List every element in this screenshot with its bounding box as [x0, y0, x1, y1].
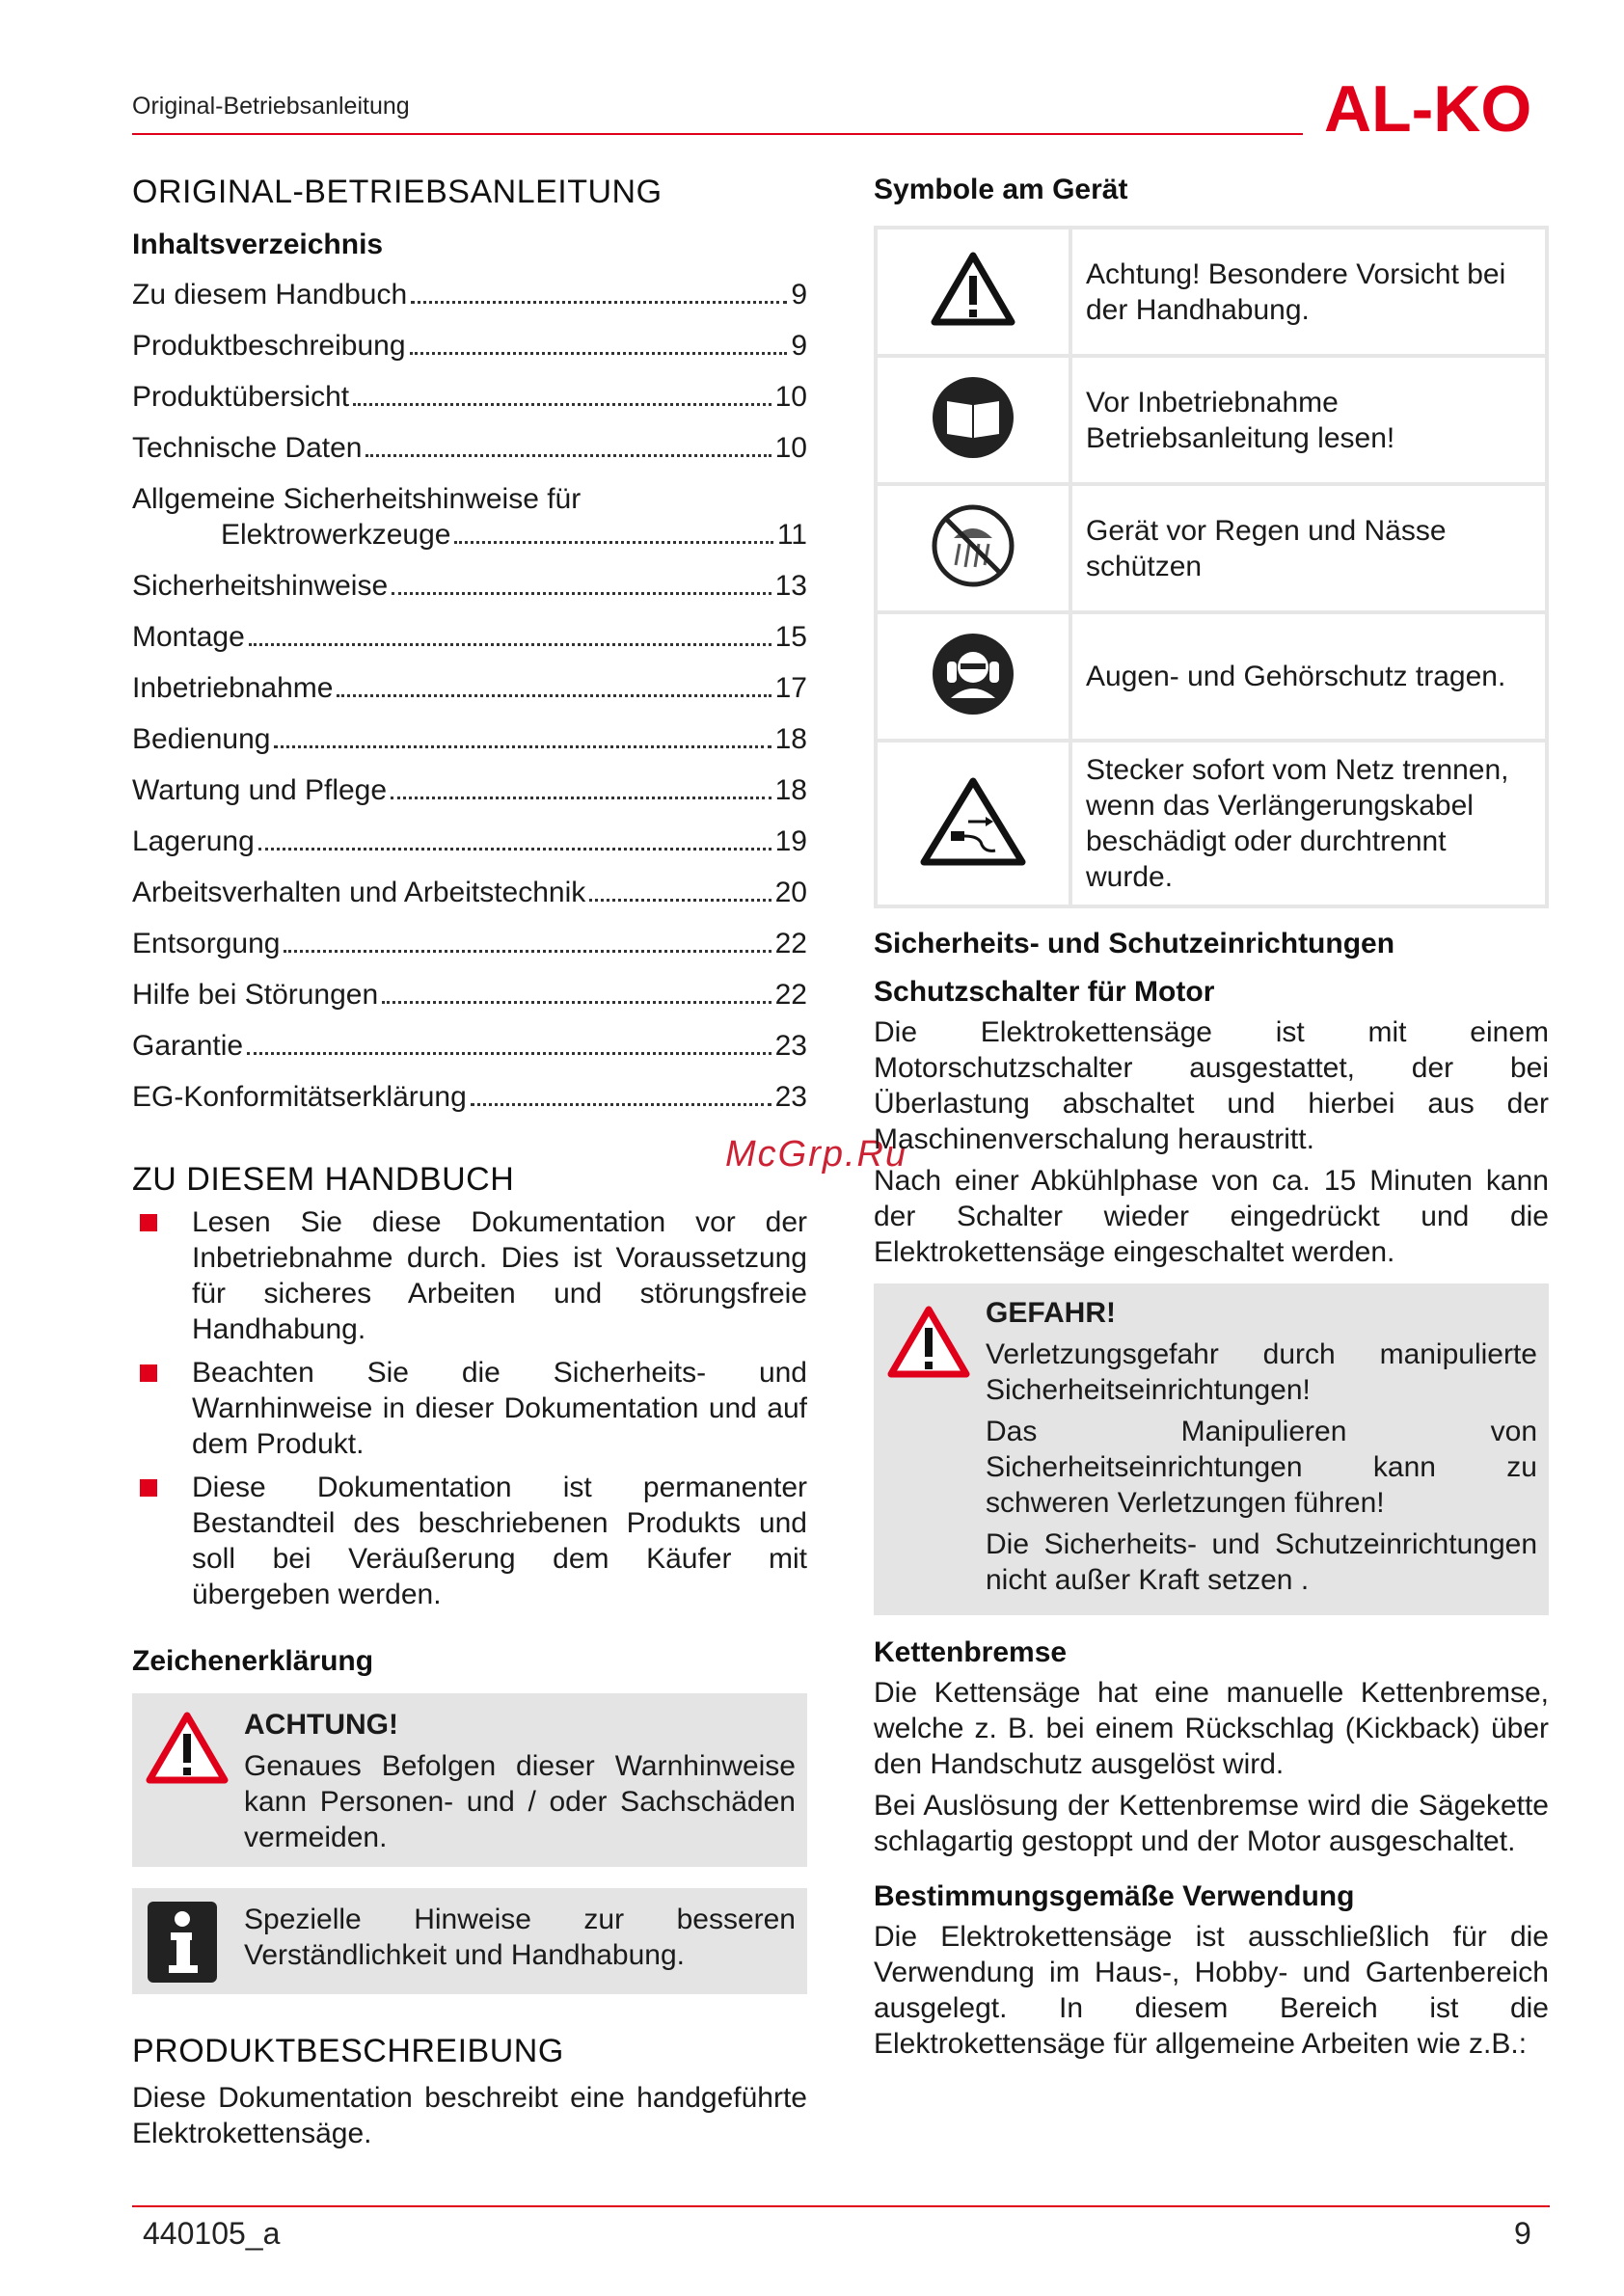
toc-entry[interactable]: Hilfe bei Störungen 22 [132, 979, 807, 1011]
toc-entry[interactable]: Arbeitsverhalten und Arbeitstechnik 20 [132, 877, 807, 908]
right-column [874, 174, 1549, 2062]
table-row [876, 484, 1547, 612]
gefahr-box [874, 1283, 1549, 1615]
left-column [132, 170, 807, 2151]
table-row [876, 228, 1547, 356]
toc-entry[interactable]: Produktübersicht 10 [132, 381, 807, 413]
gefahr-text-2: Das Manipulieren von Sicherheitseinrichtungen kann zu schweren Verletzungen führen! [986, 1416, 1537, 1519]
document-code: 440105_a [143, 2216, 281, 2251]
warning-triangle-icon [930, 315, 1016, 332]
info-icon [146, 1900, 219, 1989]
bestimmung-text: Die Elektrokettensäge ist ausschließlich für die Verwendung im Haus-, Hobby- und Gartenbereich ausgelegt. In diesem Bereich ist die Elektrokettensäge für allgemeine Arbeiten wie z.B.: [874, 1921, 1549, 2060]
toc-entry[interactable]: Entsorgung 22 [132, 928, 807, 959]
toc-entry[interactable]: Technische Daten 10 [132, 432, 807, 464]
toc-entry[interactable]: Allgemeine Sicherheitshinweise für Elektrowerkzeuge 11 [132, 483, 807, 551]
toc-entry[interactable]: Inbetriebnahme 17 [132, 672, 807, 704]
symbol-text: Vor Inbetriebnahme Betriebsanleitung lesen! [1070, 356, 1547, 484]
list-item: Diese Dokumentation ist permanenter Bestandteil des beschriebenen Produkts und soll bei Veräußerung dem Käufer mit übergeben werden. [132, 1470, 807, 1612]
toc-entry[interactable]: Sicherheitshinweise 13 [132, 570, 807, 602]
logo-text: AL-KO [1324, 73, 1532, 141]
read-manual-icon [930, 448, 1016, 465]
bestimmung-title: Bestimmungsgemäße Verwendung [874, 1880, 1355, 1912]
schutz-text-2: Nach einer Abkühlphase von ca. 15 Minuten kann der Schalter wieder eingedrückt und die Elektrokettensäge eingeschaltet werden. [874, 1165, 1549, 1268]
toc-entry[interactable]: Produktbeschreibung 9 [132, 330, 807, 362]
symbol-text: Achtung! Besondere Vorsicht bei der Handhabung. [1070, 228, 1547, 356]
toc-entry[interactable]: Bedienung 18 [132, 723, 807, 755]
warning-triangle-icon [146, 1711, 229, 1791]
gefahr-text-3: Die Sicherheits- und Schutzeinrichtungen nicht außer Kraft setzen . [986, 1528, 1537, 1596]
toc-entry[interactable]: Zu diesem Handbuch 9 [132, 279, 807, 311]
toc-title: Inhaltsverzeichnis [132, 229, 384, 260]
info-box [132, 1888, 807, 1994]
footer-rule [132, 2205, 1550, 2207]
achtung-text: Genaues Befolgen dieser Warnhinweise kann Personen- und / oder Sachschäden vermeiden. [244, 1750, 796, 1853]
symbol-text: Stecker sofort vom Netz trennen, wenn das Verlängerungskabel beschädigt oder durchtrennt wurde. [1070, 741, 1547, 906]
alko-logo [1324, 73, 1556, 141]
header-rule [132, 133, 1303, 135]
page-number: 9 [1514, 2216, 1531, 2251]
symbol-text: Gerät vor Regen und Nässe schützen [1070, 484, 1547, 612]
main-title: ORIGINAL-BETRIEBSANLEITUNG [132, 174, 663, 210]
header-title: Original-Betriebsanleitung [132, 93, 410, 120]
toc-entry[interactable]: Wartung und Pflege 18 [132, 774, 807, 806]
table-row [876, 612, 1547, 741]
toc-entry[interactable]: Montage 15 [132, 621, 807, 653]
ketten-text-2: Bei Auslösung der Kettenbremse wird die Sägekette schlagartig gestoppt und der Motor ausgeschaltet. [874, 1790, 1549, 1857]
info-text: Spezielle Hinweise zur besseren Verständlichkeit und Handhabung. [244, 1904, 796, 1971]
symbol-text: Augen- und Gehörschutz tragen. [1070, 612, 1547, 741]
gefahr-text-1: Verletzungsgefahr durch manipulierte Sicherheitseinrichtungen! [986, 1338, 1537, 1406]
schutz-title: Schutzschalter für Motor [874, 976, 1215, 1008]
no-rain-icon [929, 578, 1017, 594]
achtung-title: ACHTUNG! [244, 1709, 398, 1741]
symbol-table [874, 226, 1549, 908]
symbole-title: Symbole am Gerät [874, 174, 1128, 205]
schutz-text-1: Die Elektrokettensäge ist mit einem Motorschutzschalter ausgestattet, der bei Überlastung abschaltet und hierbei aus der Maschinenverschalung heraustritt. [874, 1016, 1549, 1155]
table-row [876, 356, 1547, 484]
ketten-text-1: Die Kettensäge hat eine manuelle Kettenbremse, welche z. B. bei einem Rückschlag (Kickback) über den Handschutz ausgelöst wird. [874, 1677, 1549, 1780]
sicherheit-title: Sicherheits- und Schutzeinrichtungen [874, 928, 1395, 959]
eye-ear-protection-icon [930, 705, 1016, 721]
toc-entry[interactable]: EG-Konformitätserklärung 23 [132, 1081, 807, 1113]
toc-entry[interactable]: Lagerung 19 [132, 825, 807, 857]
list-item: Beachten Sie die Sicherheits- und Warnhinweise in dieser Dokumentation und auf dem Produkt. [132, 1355, 807, 1462]
table-row [876, 741, 1547, 906]
section-title-produkt: PRODUKTBESCHREIBUNG [132, 2033, 564, 2069]
toc-entry[interactable]: Garantie 23 [132, 1030, 807, 1062]
unplug-cable-icon [918, 855, 1028, 872]
bullet-list [132, 1204, 807, 1612]
produkt-text: Diese Dokumentation beschreibt eine handgeführte Elektrokettensäge. [132, 2082, 807, 2149]
ketten-title: Kettenbremse [874, 1636, 1068, 1668]
table-of-contents [132, 277, 807, 1115]
gefahr-title: GEFAHR! [986, 1297, 1116, 1329]
achtung-box [132, 1693, 807, 1867]
zeichen-title: Zeichenerklärung [132, 1645, 374, 1677]
section-title-handbuch: ZU DIESEM HANDBUCH [132, 1161, 515, 1198]
watermark: McGrp.Ru [725, 1134, 908, 1175]
warning-triangle-icon [887, 1305, 970, 1385]
list-item: Lesen Sie diese Dokumentation vor der Inbetriebnahme durch. Dies ist Voraussetzung für sicheres Arbeiten und störungsfreie Handhabung. [132, 1204, 807, 1347]
